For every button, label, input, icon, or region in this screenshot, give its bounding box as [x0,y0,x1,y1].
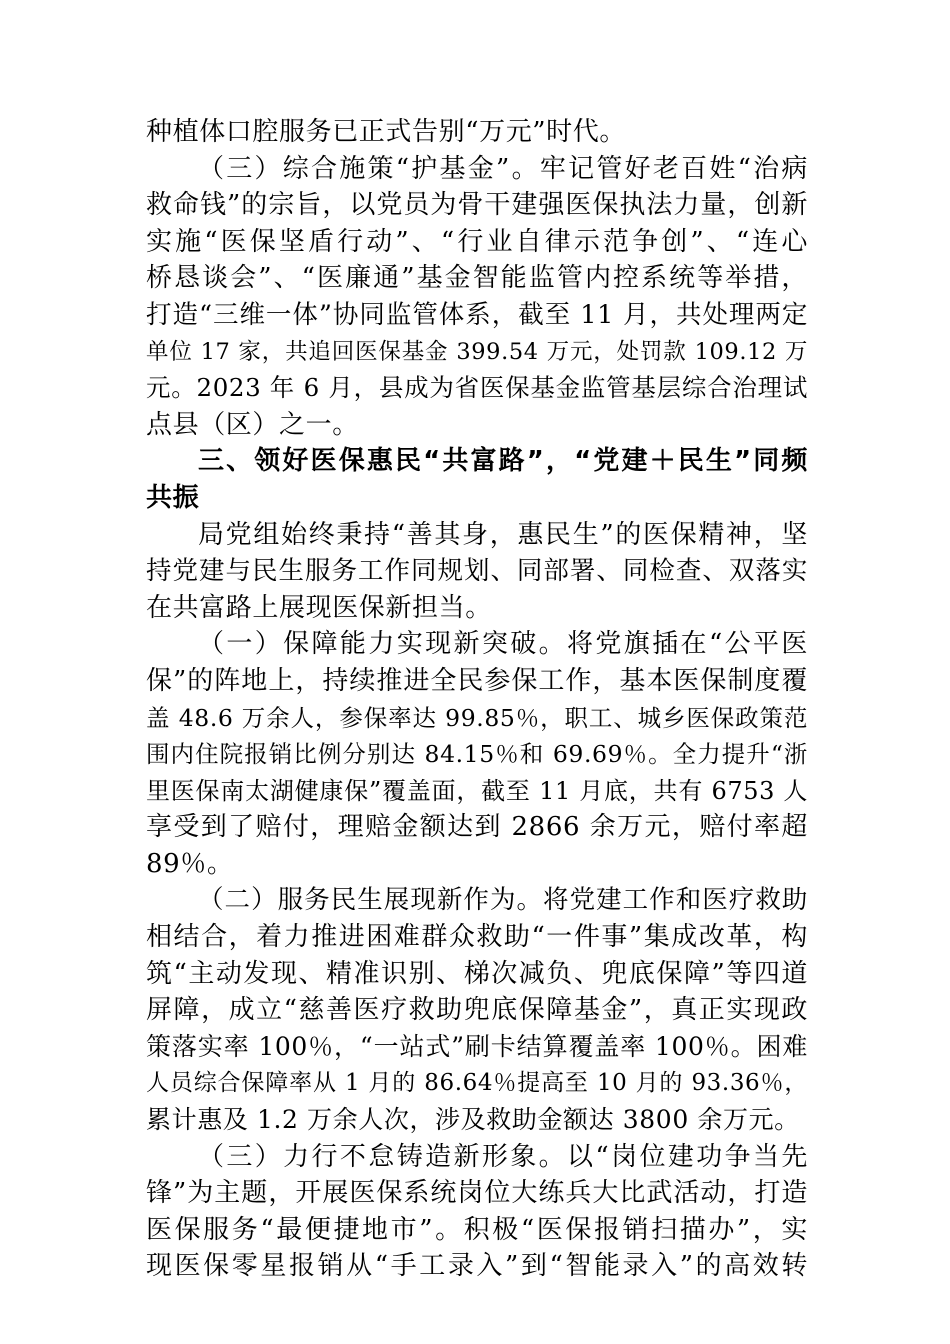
paragraph-line: 相结合，着力推进困难群众救助“一件事”集成改革，构 [146,922,808,953]
paragraph-line: 围内住院报销比例分别达 84.15％和 69.69％。全力提升“浙 [146,740,808,769]
paragraph-line: 实施“医保坚盾行动”、“行业自律示范争创”、“连心 [146,226,808,257]
document-page [146,114,808,1285]
paragraph-line: 打造“三维一体”协同监管体系，截至 11 月，共处理两定 [146,299,808,330]
paragraph-line: 元。2023 年 6 月，县成为省医保基金监管基层综合治理试 [146,373,808,403]
paragraph-line: 保”的阵地上，持续推进全民参保工作，基本医保制度覆 [146,665,808,696]
paragraph-line: （二）服务民生展现新作为。将党建工作和医疗救助 [198,885,808,916]
paragraph-line: 筑“主动发现、精准识别、梯次减负、兜底保障”等四道 [146,958,808,989]
paragraph-line: 现医保零星报销从“手工录入”到“智能录入”的高效转 [146,1251,808,1282]
paragraph-line: 救命钱”的宗旨，以党员为骨干建强医保执法力量，创新 [146,190,808,221]
paragraph-line: 持党建与民生服务工作同规划、同部署、同检查、双落实 [146,556,808,587]
paragraph-line: 局党组始终秉持“善其身，惠民生”的医保精神，坚 [198,519,808,550]
paragraph-line: 医保服务“最便捷地市”。积极“医保报销扫描办”，实 [146,1214,808,1245]
paragraph-line: 单位 17 家，共追回医保基金 399.54 万元，处罚款 109.12 万 [146,338,808,365]
paragraph-line: 桥恳谈会”、“医廉通”基金智能监管内控系统等举措， [146,263,808,294]
section-heading-line: 共振 [146,482,200,513]
paragraph-line: 策落实率 100％，“一站式”刷卡结算覆盖率 100％。困难 [146,1031,808,1061]
paragraph-line: （一）保障能力实现新突破。将党旗插在“公平医 [198,629,808,660]
paragraph-line: （三）综合施策“护基金”。牢记管好老百姓“治病 [198,153,808,184]
paragraph-line: 享受到了赔付，理赔金额达到 2866 余万元，赔付率超 [146,812,808,843]
paragraph-line: （三）力行不怠铸造新形象。以“岗位建功争当先 [198,1141,808,1172]
paragraph-line: 盖 48.6 万余人，参保率达 99.85％，职工、城乡医保政策范 [146,703,808,732]
paragraph-line: 89％。 [146,848,234,879]
paragraph-line: 种植体口腔服务已正式告别“万元”时代。 [146,117,626,147]
paragraph-line: 里医保南太湖健康保”覆盖面，截至 11 月底，共有 6753 人 [146,776,808,805]
paragraph-line: 屏障，成立“慈善医疗救助兜底保障基金”，真正实现政 [146,995,808,1026]
paragraph-line: 人员综合保障率从 1 月的 86.64％提高至 10 月的 93.36％， [146,1070,808,1097]
section-heading-line: 三、领好医保惠民“共富路”，“党建＋民生”同频 [198,446,808,477]
paragraph-line: 累计惠及 1.2 万余人次，涉及救助金额达 3800 余万元。 [146,1105,800,1135]
paragraph-line: 锋”为主题，开展医保系统岗位大练兵大比武活动，打造 [146,1178,808,1209]
paragraph-line: 点县（区）之一。 [146,409,359,440]
paragraph-line: 在共富路上展现医保新担当。 [146,592,492,623]
